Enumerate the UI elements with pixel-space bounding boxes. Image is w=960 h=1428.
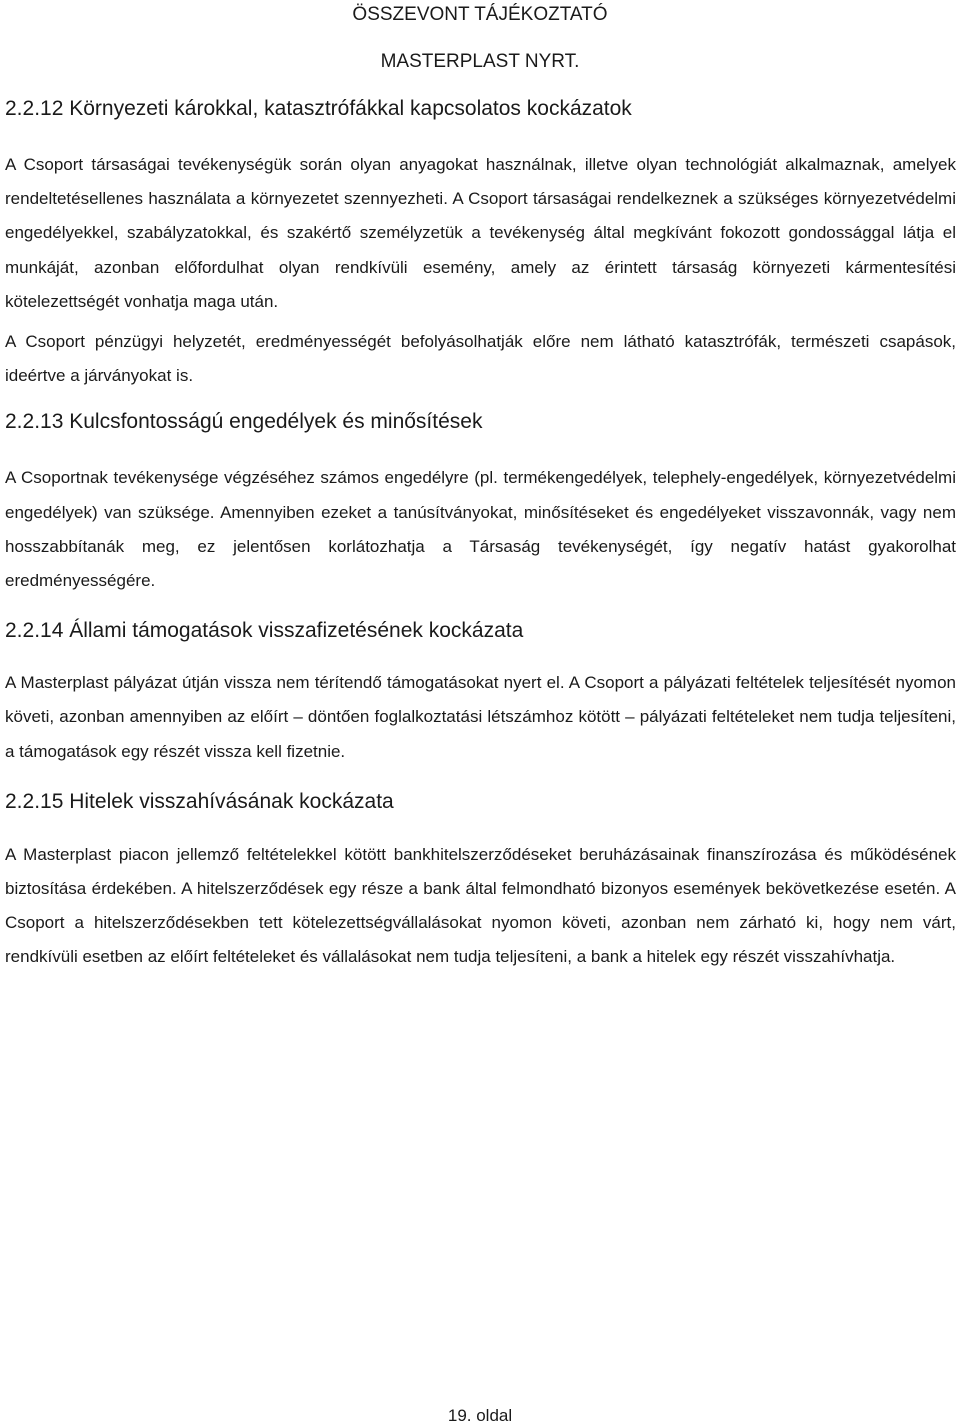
section-2-2-13-paragraph-1: A Csoportnak tevékenysége végzéséhez számos engedélyre (pl. termékengedélyek, telephely-engedélyek, környezetvédelmi engedélyek) van szüksége. Amennyiben ezeket a tanúsítványokat, minősítéseket és engedélyeket visszavonnák, vagy nem hosszabbítanák meg, ez jelentősen korlátozhatja a Társaság tevékenységét, így negatív hatást gyakorolhat eredményességére. [5, 468, 956, 591]
section-2-2-12-paragraph-2: A Csoport pénzügyi helyzetét, eredményességét befolyásolhatják előre nem látható katasztrófák, természeti csapások, ideértve a járványokat is. [5, 332, 956, 386]
page-number: 19. oldal [447, 1406, 513, 1425]
section-2-2-12-paragraph-1: A Csoport társaságai tevékenységük során olyan anyagokat használnak, illetve olyan technológiát alkalmaznak, amelyek rendeltetésellenes használata a környezetet szennyezheti. A Csoport társaságai rendelkeznek a szükséges környezetvédelmi engedélyekkel, szabályzatokkal, és szakértő személyzetük a tevékenység által megkívánt fokozott gondossággal látja el munkáját, azonban előfordulhat olyan rendkívüli esemény, amely az érintett társaság környezeti kármentesítési kötelezettségét vonhatja maga után. [5, 155, 956, 311]
section-heading-2-2-13: 2.2.13 Kulcsfontosságú engedélyek és minősítések [5, 410, 483, 434]
section-2-2-15-paragraph-1: A Masterplast piacon jellemző feltételekkel kötött bankhitelszerződéseket beruházásainak finanszírozása és működésének biztosítása érdekében. A hitelszerződések egy része a bank által felmondható bizonyos események bekövetkezése esetén. A Csoport a hitelszerződésekben tett kötelezettségvállalásokat nyomon követi, azonban nem zárható ki, hogy nem várt, rendkívüli esetben az előírt feltételeket és vállalásokat nem tudja teljesíteni, a bank a hitelek egy részét visszahívhatja. [5, 844, 956, 967]
section-heading-2-2-14: 2.2.14 Állami támogatások visszafizetésének kockázata [5, 619, 524, 643]
document-body [5, 96, 956, 975]
section-heading-2-2-15: 2.2.15 Hitelek visszahívásának kockázata [5, 789, 394, 813]
document-title: ÖSSZEVONT TÁJÉKOZTATÓ [352, 4, 608, 25]
company-name: MASTERPLAST NYRT. [380, 51, 580, 72]
section-heading-2-2-12: 2.2.12 Környezeti károkkal, katasztrófákkal kapcsolatos kockázatok [5, 97, 632, 120]
section-2-2-14-paragraph-1: A Masterplast pályázat útján vissza nem térítendő támogatásokat nyert el. A Csoport a pályázati feltételek teljesítését nyomon követi, azonban amennyiben az előírt – döntően foglalkoztatási létszámhoz kötött – pályázati feltételeket nem tudja teljesíteni, a támogatások egy részét vissza kell fizetnie. [5, 673, 956, 761]
